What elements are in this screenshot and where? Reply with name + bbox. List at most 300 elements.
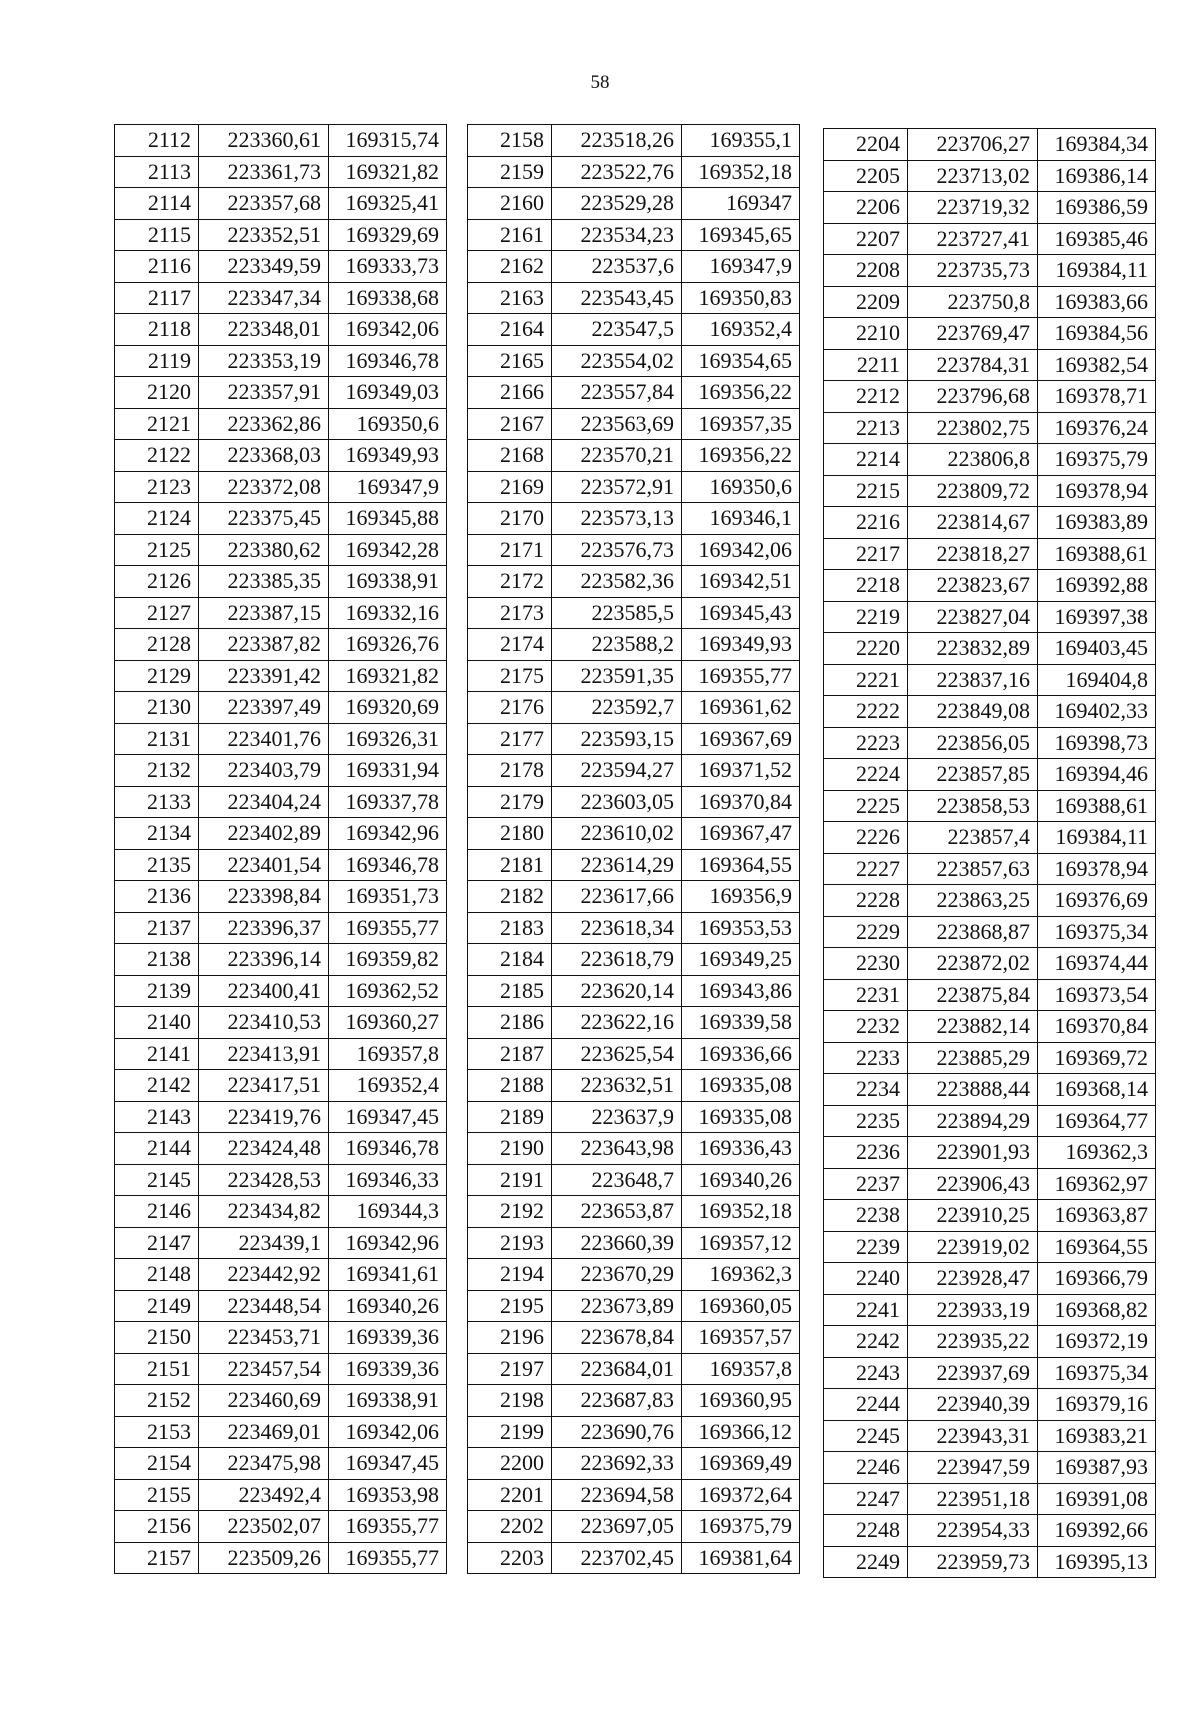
x-coordinate-cell: 223868,87 [908,916,1038,948]
y-coordinate-cell: 169384,11 [1038,822,1156,854]
point-number-cell: 2123 [115,471,199,503]
y-coordinate-cell: 169378,71 [1038,381,1156,413]
x-coordinate-cell: 223360,61 [199,125,329,157]
point-number-cell: 2202 [468,1511,552,1543]
point-number-cell: 2145 [115,1164,199,1196]
y-coordinate-cell: 169404,8 [1038,664,1156,696]
table-row [468,471,800,503]
y-coordinate-cell: 169342,51 [682,566,800,598]
y-coordinate-cell: 169339,36 [329,1353,447,1385]
y-coordinate-cell: 169336,66 [682,1038,800,1070]
x-coordinate-cell: 223614,29 [552,849,682,881]
table-row [824,1294,1156,1326]
table-row [115,881,447,913]
x-coordinate-cell: 223713,02 [908,160,1038,192]
y-coordinate-cell: 169375,79 [682,1511,800,1543]
table-row [468,1196,800,1228]
table-row [115,219,447,251]
x-coordinate-cell: 223940,39 [908,1389,1038,1421]
y-coordinate-cell: 169338,91 [329,1385,447,1417]
y-coordinate-cell: 169362,52 [329,975,447,1007]
y-coordinate-cell: 169384,56 [1038,318,1156,350]
x-coordinate-cell: 223947,59 [908,1452,1038,1484]
table-row [824,727,1156,759]
x-coordinate-cell: 223882,14 [908,1011,1038,1043]
y-coordinate-cell: 169333,73 [329,251,447,283]
x-coordinate-cell: 223396,14 [199,944,329,976]
y-coordinate-cell: 169335,08 [682,1070,800,1102]
y-coordinate-cell: 169343,86 [682,975,800,1007]
table-row [824,853,1156,885]
table-row [115,377,447,409]
table-row [824,759,1156,791]
y-coordinate-cell: 169351,73 [329,881,447,913]
y-coordinate-cell: 169342,06 [682,534,800,566]
table-row [468,692,800,724]
y-coordinate-cell: 169367,69 [682,723,800,755]
y-coordinate-cell: 169357,57 [682,1322,800,1354]
coordinates-table-1 [114,124,447,1574]
y-coordinate-cell: 169391,08 [1038,1483,1156,1515]
point-number-cell: 2205 [824,160,908,192]
x-coordinate-cell: 223849,08 [908,696,1038,728]
x-coordinate-cell: 223653,87 [552,1196,682,1228]
y-coordinate-cell: 169385,46 [1038,223,1156,255]
point-number-cell: 2241 [824,1294,908,1326]
table-row [115,1448,447,1480]
y-coordinate-cell: 169339,36 [329,1322,447,1354]
table-row [115,1416,447,1448]
x-coordinate-cell: 223784,31 [908,349,1038,381]
x-coordinate-cell: 223509,26 [199,1542,329,1574]
table-row [468,881,800,913]
y-coordinate-cell: 169346,78 [329,849,447,881]
y-coordinate-cell: 169346,78 [329,345,447,377]
table-row [468,786,800,818]
point-number-cell: 2119 [115,345,199,377]
x-coordinate-cell: 223428,53 [199,1164,329,1196]
y-coordinate-cell: 169345,88 [329,503,447,535]
point-number-cell: 2114 [115,188,199,220]
table-row [468,314,800,346]
table-row [468,408,800,440]
point-number-cell: 2158 [468,125,552,157]
y-coordinate-cell: 169363,87 [1038,1200,1156,1232]
point-number-cell: 2236 [824,1137,908,1169]
x-coordinate-cell: 223385,35 [199,566,329,598]
x-coordinate-cell: 223888,44 [908,1074,1038,1106]
table-row [468,282,800,314]
point-number-cell: 2135 [115,849,199,881]
point-number-cell: 2210 [824,318,908,350]
table-row [468,1101,800,1133]
x-coordinate-cell: 223534,23 [552,219,682,251]
x-coordinate-cell: 223673,89 [552,1290,682,1322]
table-row [468,1448,800,1480]
point-number-cell: 2148 [115,1259,199,1291]
x-coordinate-cell: 223857,4 [908,822,1038,854]
y-coordinate-cell: 169342,96 [329,818,447,850]
table-row [468,944,800,976]
y-coordinate-cell: 169384,11 [1038,255,1156,287]
x-coordinate-cell: 223928,47 [908,1263,1038,1295]
table-row [115,1511,447,1543]
y-coordinate-cell: 169342,06 [329,1416,447,1448]
x-coordinate-cell: 223362,86 [199,408,329,440]
y-coordinate-cell: 169321,82 [329,156,447,188]
y-coordinate-cell: 169395,13 [1038,1546,1156,1578]
x-coordinate-cell: 223943,31 [908,1420,1038,1452]
x-coordinate-cell: 223585,5 [552,597,682,629]
point-number-cell: 2132 [115,755,199,787]
table-row [115,251,447,283]
y-coordinate-cell: 169352,18 [682,156,800,188]
point-number-cell: 2150 [115,1322,199,1354]
table-row [468,1038,800,1070]
x-coordinate-cell: 223625,54 [552,1038,682,1070]
table-row [115,156,447,188]
table-row [824,1420,1156,1452]
table-row [468,597,800,629]
x-coordinate-cell: 223802,75 [908,412,1038,444]
coordinates-table-3 [823,128,1156,1578]
x-coordinate-cell: 223937,69 [908,1357,1038,1389]
point-number-cell: 2120 [115,377,199,409]
x-coordinate-cell: 223502,07 [199,1511,329,1543]
point-number-cell: 2155 [115,1479,199,1511]
y-coordinate-cell: 169349,93 [682,629,800,661]
table-row [824,286,1156,318]
y-coordinate-cell: 169359,82 [329,944,447,976]
x-coordinate-cell: 223796,68 [908,381,1038,413]
table-row [468,1542,800,1574]
y-coordinate-cell: 169349,93 [329,440,447,472]
y-coordinate-cell: 169386,59 [1038,192,1156,224]
x-coordinate-cell: 223439,1 [199,1227,329,1259]
y-coordinate-cell: 169346,78 [329,1133,447,1165]
x-coordinate-cell: 223372,08 [199,471,329,503]
x-coordinate-cell: 223361,73 [199,156,329,188]
table-row [824,1263,1156,1295]
x-coordinate-cell: 223537,6 [552,251,682,283]
y-coordinate-cell: 169372,64 [682,1479,800,1511]
y-coordinate-cell: 169321,82 [329,660,447,692]
x-coordinate-cell: 223706,27 [908,129,1038,161]
x-coordinate-cell: 223404,24 [199,786,329,818]
x-coordinate-cell: 223576,73 [552,534,682,566]
y-coordinate-cell: 169315,74 [329,125,447,157]
x-coordinate-cell: 223594,27 [552,755,682,787]
y-coordinate-cell: 169366,79 [1038,1263,1156,1295]
x-coordinate-cell: 223806,8 [908,444,1038,476]
y-coordinate-cell: 169398,73 [1038,727,1156,759]
point-number-cell: 2209 [824,286,908,318]
point-number-cell: 2157 [115,1542,199,1574]
point-number-cell: 2143 [115,1101,199,1133]
point-number-cell: 2113 [115,156,199,188]
point-number-cell: 2197 [468,1353,552,1385]
point-number-cell: 2247 [824,1483,908,1515]
x-coordinate-cell: 223375,45 [199,503,329,535]
point-number-cell: 2142 [115,1070,199,1102]
table-row [115,1101,447,1133]
y-coordinate-cell: 169357,12 [682,1227,800,1259]
point-number-cell: 2159 [468,156,552,188]
x-coordinate-cell: 223442,92 [199,1259,329,1291]
point-number-cell: 2172 [468,566,552,598]
y-coordinate-cell: 169369,72 [1038,1042,1156,1074]
point-number-cell: 2136 [115,881,199,913]
y-coordinate-cell: 169326,31 [329,723,447,755]
point-number-cell: 2149 [115,1290,199,1322]
y-coordinate-cell: 169344,3 [329,1196,447,1228]
table-row [468,1511,800,1543]
y-coordinate-cell: 169370,84 [682,786,800,818]
point-number-cell: 2173 [468,597,552,629]
y-coordinate-cell: 169392,66 [1038,1515,1156,1547]
point-number-cell: 2118 [115,314,199,346]
y-coordinate-cell: 169335,08 [682,1101,800,1133]
table-row [824,664,1156,696]
y-coordinate-cell: 169386,14 [1038,160,1156,192]
x-coordinate-cell: 223610,02 [552,818,682,850]
point-number-cell: 2248 [824,1515,908,1547]
x-coordinate-cell: 223823,67 [908,570,1038,602]
x-coordinate-cell: 223401,76 [199,723,329,755]
y-coordinate-cell: 169394,46 [1038,759,1156,791]
table-row [824,1074,1156,1106]
table-row [468,818,800,850]
point-number-cell: 2125 [115,534,199,566]
point-number-cell: 2146 [115,1196,199,1228]
y-coordinate-cell: 169397,38 [1038,601,1156,633]
table-row [468,156,800,188]
table-row [824,1452,1156,1484]
table-row [824,1105,1156,1137]
table-row [468,1227,800,1259]
point-number-cell: 2196 [468,1322,552,1354]
table-row [115,1196,447,1228]
y-coordinate-cell: 169347,45 [329,1101,447,1133]
y-coordinate-cell: 169329,69 [329,219,447,251]
table-row [115,1038,447,1070]
x-coordinate-cell: 223660,39 [552,1227,682,1259]
x-coordinate-cell: 223735,73 [908,255,1038,287]
y-coordinate-cell: 169362,3 [1038,1137,1156,1169]
point-number-cell: 2139 [115,975,199,1007]
point-number-cell: 2126 [115,566,199,598]
y-coordinate-cell: 169384,34 [1038,129,1156,161]
table-row [115,597,447,629]
x-coordinate-cell: 223670,29 [552,1259,682,1291]
y-coordinate-cell: 169364,55 [682,849,800,881]
table-row [115,1070,447,1102]
point-number-cell: 2192 [468,1196,552,1228]
y-coordinate-cell: 169320,69 [329,692,447,724]
point-number-cell: 2163 [468,282,552,314]
y-coordinate-cell: 169352,4 [682,314,800,346]
y-coordinate-cell: 169381,64 [682,1542,800,1574]
table-row [468,345,800,377]
x-coordinate-cell: 223453,71 [199,1322,329,1354]
y-coordinate-cell: 169350,6 [682,471,800,503]
y-coordinate-cell: 169332,16 [329,597,447,629]
y-coordinate-cell: 169362,97 [1038,1168,1156,1200]
x-coordinate-cell: 223637,9 [552,1101,682,1133]
point-number-cell: 2231 [824,979,908,1011]
point-number-cell: 2230 [824,948,908,980]
y-coordinate-cell: 169362,3 [682,1259,800,1291]
point-number-cell: 2176 [468,692,552,724]
point-number-cell: 2235 [824,1105,908,1137]
x-coordinate-cell: 223529,28 [552,188,682,220]
point-number-cell: 2175 [468,660,552,692]
point-number-cell: 2223 [824,727,908,759]
x-coordinate-cell: 223518,26 [552,125,682,157]
x-coordinate-cell: 223419,76 [199,1101,329,1133]
x-coordinate-cell: 223857,85 [908,759,1038,791]
y-coordinate-cell: 169347,9 [682,251,800,283]
x-coordinate-cell: 223410,53 [199,1007,329,1039]
y-coordinate-cell: 169375,34 [1038,1357,1156,1389]
table-row [115,1259,447,1291]
point-number-cell: 2153 [115,1416,199,1448]
table-row [824,1168,1156,1200]
y-coordinate-cell: 169354,65 [682,345,800,377]
x-coordinate-cell: 223632,51 [552,1070,682,1102]
x-coordinate-cell: 223573,13 [552,503,682,535]
y-coordinate-cell: 169360,95 [682,1385,800,1417]
table-row [824,1042,1156,1074]
x-coordinate-cell: 223832,89 [908,633,1038,665]
point-number-cell: 2112 [115,125,199,157]
x-coordinate-cell: 223368,03 [199,440,329,472]
x-coordinate-cell: 223398,84 [199,881,329,913]
x-coordinate-cell: 223357,91 [199,377,329,409]
point-number-cell: 2213 [824,412,908,444]
x-coordinate-cell: 223643,98 [552,1133,682,1165]
y-coordinate-cell: 169355,77 [329,1542,447,1574]
table-row [115,188,447,220]
y-coordinate-cell: 169350,6 [329,408,447,440]
table-row [115,471,447,503]
table-row [468,534,800,566]
point-number-cell: 2134 [115,818,199,850]
table-row [115,692,447,724]
x-coordinate-cell: 223492,4 [199,1479,329,1511]
x-coordinate-cell: 223424,48 [199,1133,329,1165]
point-number-cell: 2245 [824,1420,908,1452]
point-number-cell: 2207 [824,223,908,255]
x-coordinate-cell: 223403,79 [199,755,329,787]
point-number-cell: 2131 [115,723,199,755]
point-number-cell: 2211 [824,349,908,381]
x-coordinate-cell: 223857,63 [908,853,1038,885]
x-coordinate-cell: 223591,35 [552,660,682,692]
x-coordinate-cell: 223417,51 [199,1070,329,1102]
table-row [824,1389,1156,1421]
table-row [824,1011,1156,1043]
x-coordinate-cell: 223402,89 [199,818,329,850]
point-number-cell: 2237 [824,1168,908,1200]
table-row [824,412,1156,444]
point-number-cell: 2138 [115,944,199,976]
x-coordinate-cell: 223391,42 [199,660,329,692]
x-coordinate-cell: 223814,67 [908,507,1038,539]
x-coordinate-cell: 223875,84 [908,979,1038,1011]
table-row [824,1515,1156,1547]
point-number-cell: 2246 [824,1452,908,1484]
point-number-cell: 2115 [115,219,199,251]
point-number-cell: 2184 [468,944,552,976]
x-coordinate-cell: 223648,7 [552,1164,682,1196]
y-coordinate-cell: 169361,62 [682,692,800,724]
table-row [468,219,800,251]
table-row [468,1385,800,1417]
table-row [468,251,800,283]
table-row [115,534,447,566]
x-coordinate-cell: 223563,69 [552,408,682,440]
x-coordinate-cell: 223951,18 [908,1483,1038,1515]
x-coordinate-cell: 223554,02 [552,345,682,377]
x-coordinate-cell: 223349,59 [199,251,329,283]
y-coordinate-cell: 169355,77 [682,660,800,692]
point-number-cell: 2117 [115,282,199,314]
y-coordinate-cell: 169383,89 [1038,507,1156,539]
x-coordinate-cell: 223684,01 [552,1353,682,1385]
y-coordinate-cell: 169341,61 [329,1259,447,1291]
point-number-cell: 2206 [824,192,908,224]
y-coordinate-cell: 169339,58 [682,1007,800,1039]
point-number-cell: 2161 [468,219,552,251]
y-coordinate-cell: 169366,12 [682,1416,800,1448]
point-number-cell: 2144 [115,1133,199,1165]
y-coordinate-cell: 169342,06 [329,314,447,346]
table-row [468,849,800,881]
point-number-cell: 2215 [824,475,908,507]
table-row [824,223,1156,255]
table-row [115,408,447,440]
point-number-cell: 2199 [468,1416,552,1448]
table-row [824,192,1156,224]
point-number-cell: 2238 [824,1200,908,1232]
y-coordinate-cell: 169357,8 [329,1038,447,1070]
point-number-cell: 2201 [468,1479,552,1511]
x-coordinate-cell: 223827,04 [908,601,1038,633]
point-number-cell: 2156 [115,1511,199,1543]
table-row [824,948,1156,980]
table-row [115,503,447,535]
table-row [115,345,447,377]
y-coordinate-cell: 169340,26 [682,1164,800,1196]
x-coordinate-cell: 223572,91 [552,471,682,503]
y-coordinate-cell: 169326,76 [329,629,447,661]
point-number-cell: 2185 [468,975,552,1007]
y-coordinate-cell: 169378,94 [1038,475,1156,507]
point-number-cell: 2164 [468,314,552,346]
table-row [115,1164,447,1196]
table-row [115,1385,447,1417]
table-row [115,1290,447,1322]
point-number-cell: 2160 [468,188,552,220]
y-coordinate-cell: 169402,33 [1038,696,1156,728]
y-coordinate-cell: 169375,79 [1038,444,1156,476]
point-number-cell: 2239 [824,1231,908,1263]
point-number-cell: 2198 [468,1385,552,1417]
table-row [468,1259,800,1291]
y-coordinate-cell: 169357,8 [682,1353,800,1385]
x-coordinate-cell: 223856,05 [908,727,1038,759]
